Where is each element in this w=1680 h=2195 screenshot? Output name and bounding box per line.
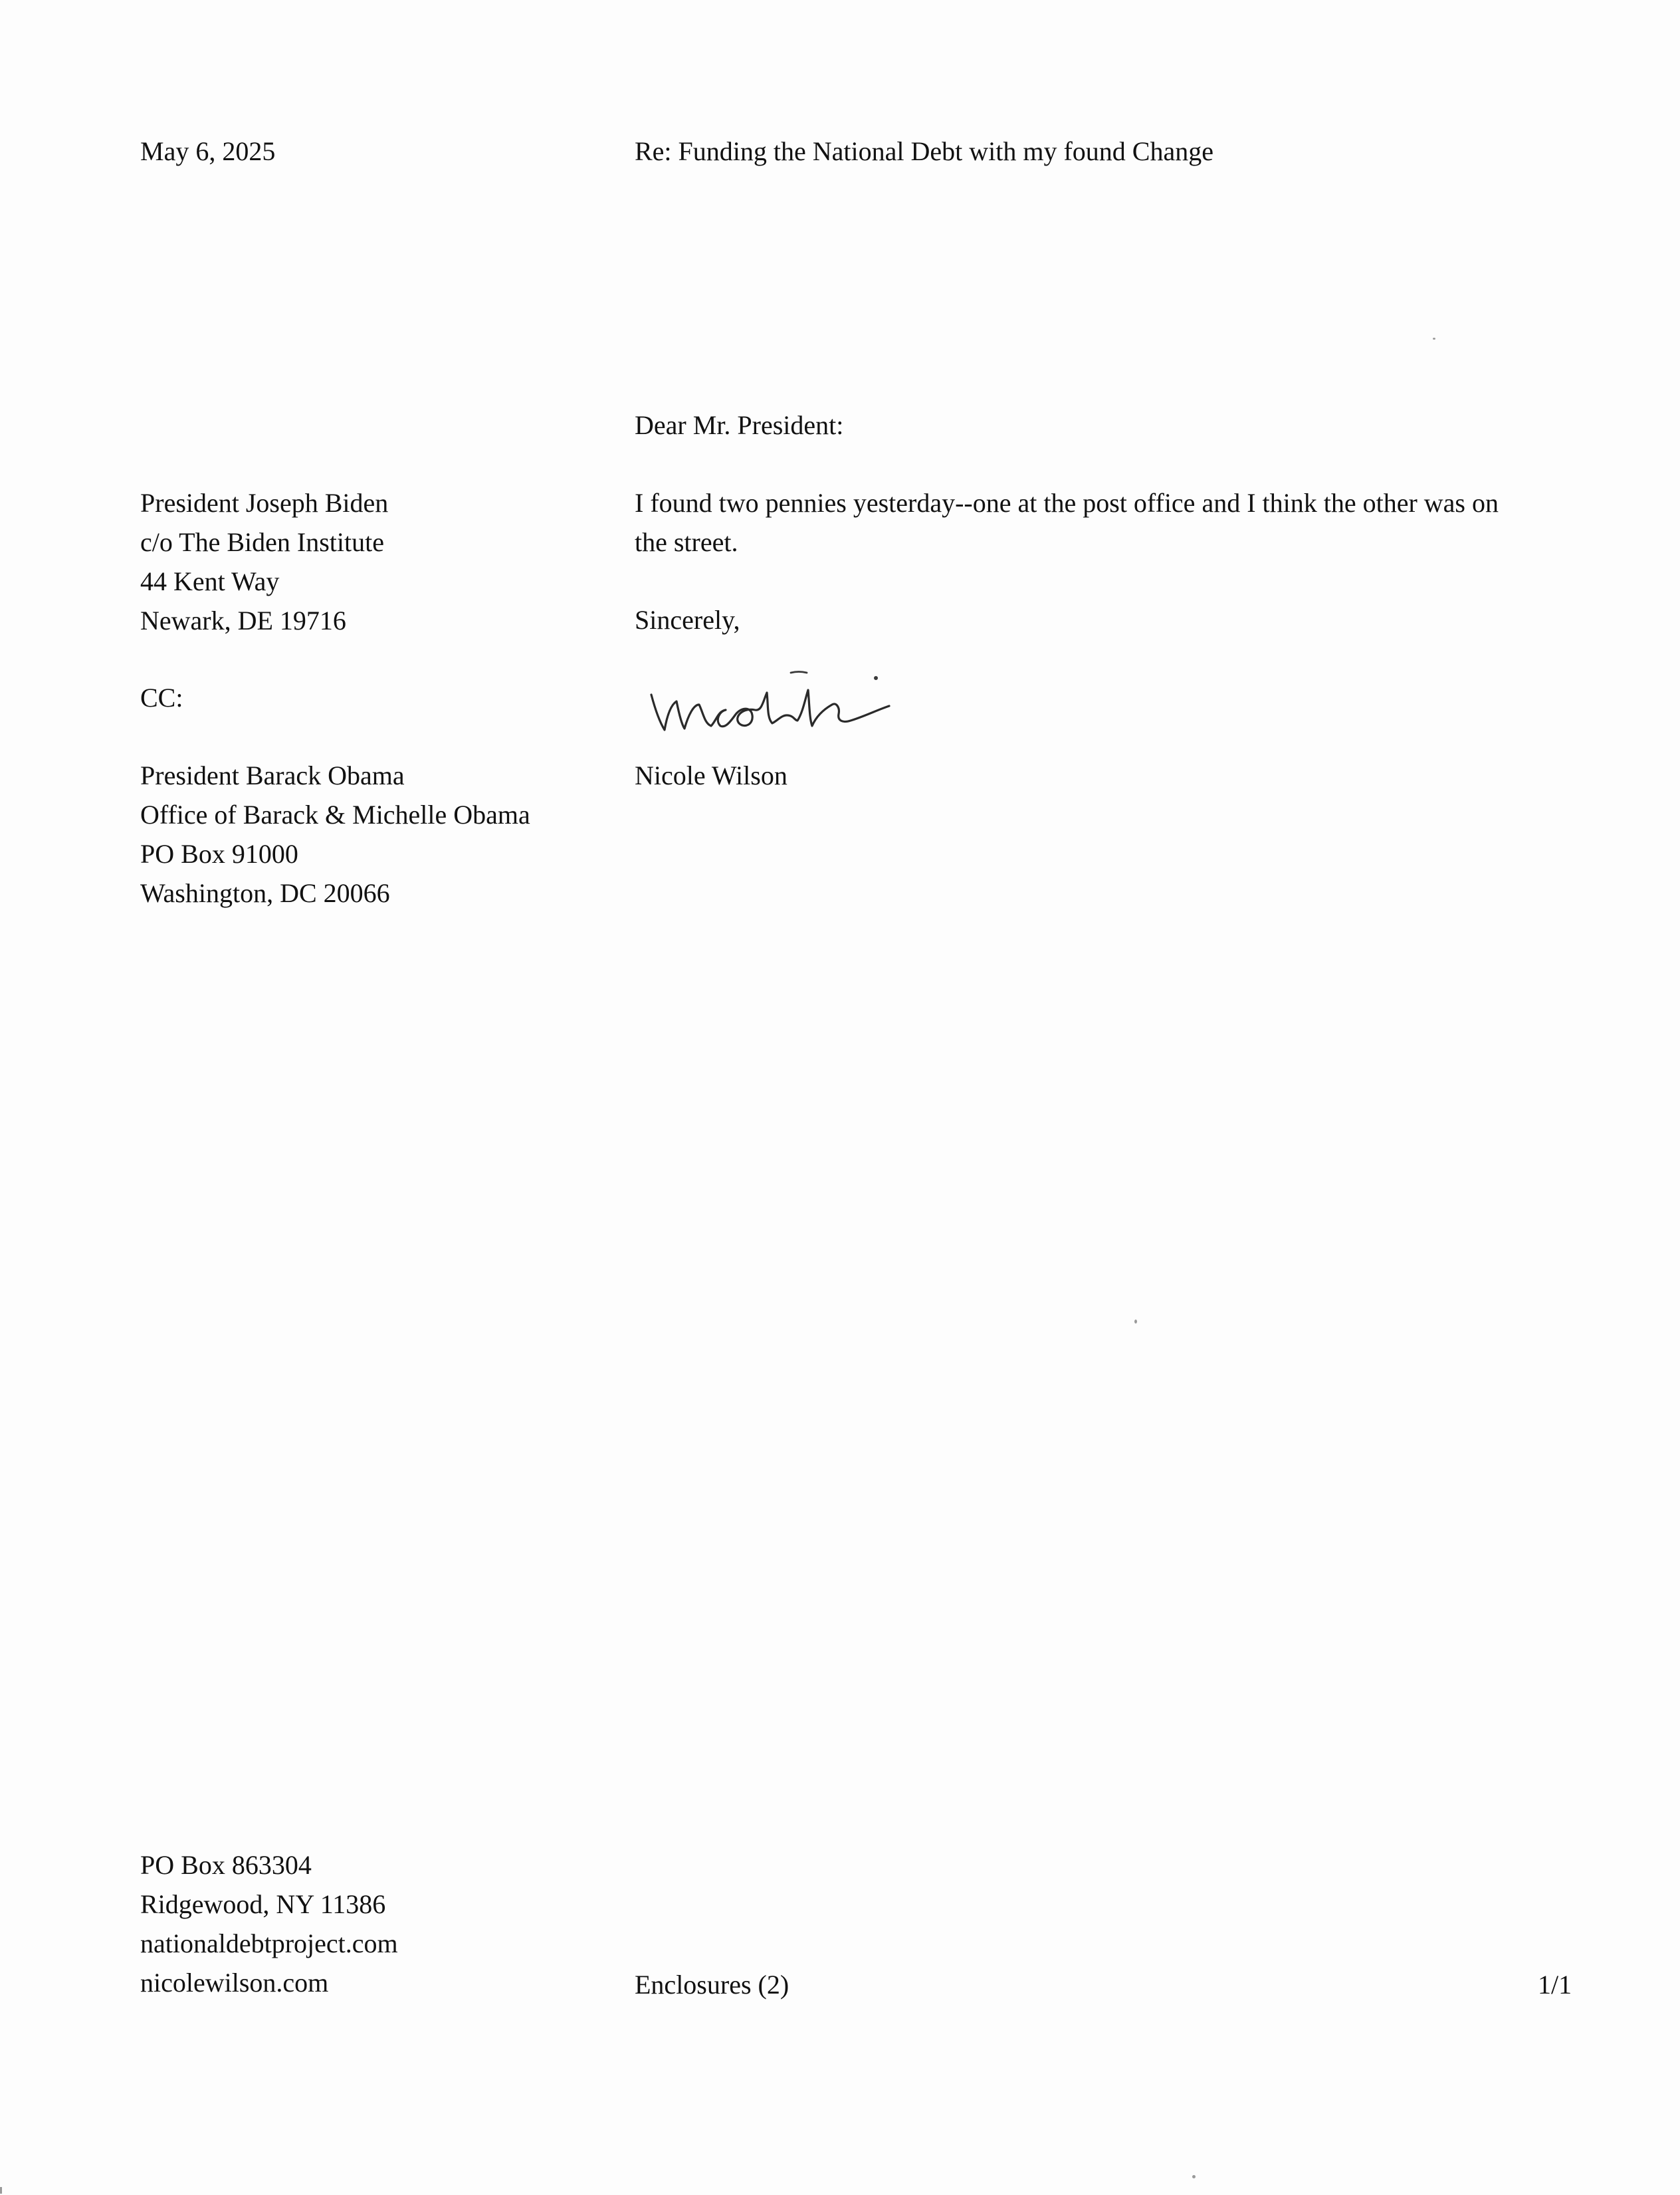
scan-speck bbox=[1433, 338, 1435, 340]
recipient-line: Newark, DE 19716 bbox=[140, 606, 346, 635]
letter-subject: Re: Funding the National Debt with my found Change bbox=[635, 136, 1213, 166]
page-number: 1/1 bbox=[1538, 1970, 1572, 2000]
sender-address bbox=[140, 1845, 398, 2002]
sender-line: nicolewilson.com bbox=[140, 1968, 329, 1998]
cc-address bbox=[140, 756, 530, 913]
cc-line: Office of Barack & Michelle Obama bbox=[140, 800, 530, 830]
enclosures-note: Enclosures (2) bbox=[635, 1970, 789, 2000]
sender-line: PO Box 863304 bbox=[140, 1850, 312, 1880]
body-line: the street. bbox=[635, 527, 738, 557]
sender-line: Ridgewood, NY 11386 bbox=[140, 1889, 386, 1919]
cc-label: CC: bbox=[140, 683, 183, 713]
cc-line: President Barack Obama bbox=[140, 760, 405, 790]
cc-line: PO Box 91000 bbox=[140, 839, 298, 869]
sender-line: nationaldebtproject.com bbox=[140, 1928, 398, 1958]
body-line: I found two pennies yesterday--one at the post office and I think the other was on bbox=[635, 488, 1499, 518]
letter-body bbox=[635, 483, 1499, 562]
handwritten-signature bbox=[638, 651, 970, 751]
cc-line: Washington, DC 20066 bbox=[140, 878, 390, 908]
salutation: Dear Mr. President: bbox=[635, 410, 844, 440]
scan-speck bbox=[1134, 1320, 1137, 1324]
letter-date: May 6, 2025 bbox=[140, 136, 276, 166]
recipient-line: c/o The Biden Institute bbox=[140, 527, 384, 557]
recipient-address bbox=[140, 483, 388, 640]
scan-speck bbox=[1192, 2175, 1196, 2178]
scan-edge-mark bbox=[0, 2187, 2, 2194]
recipient-line: 44 Kent Way bbox=[140, 566, 280, 596]
signature-name: Nicole Wilson bbox=[635, 760, 788, 790]
closing: Sincerely, bbox=[635, 605, 740, 635]
recipient-line: President Joseph Biden bbox=[140, 488, 389, 518]
